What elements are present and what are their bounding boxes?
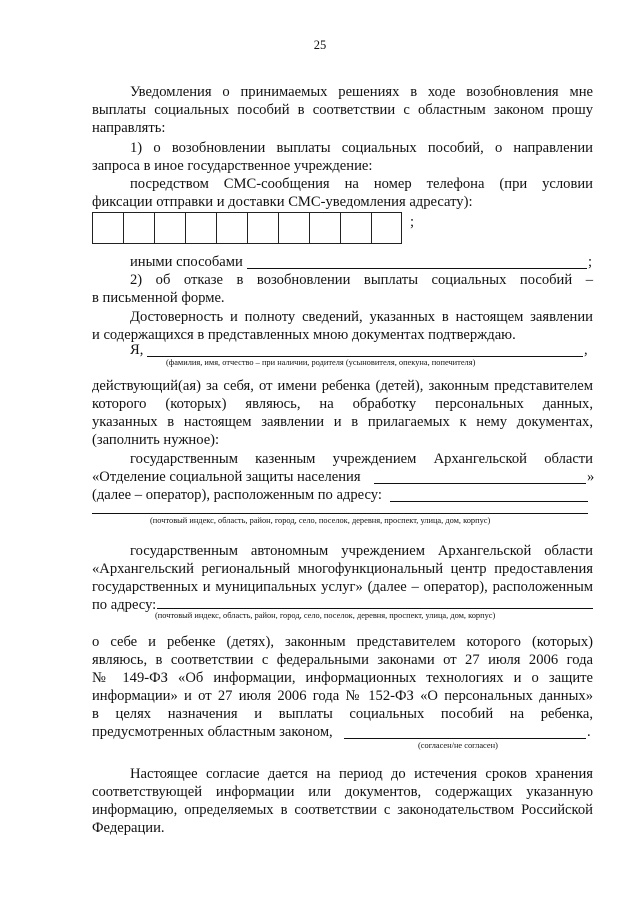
paragraph-line: которого (которых) являюсь, на обработку персональных данных, (92, 396, 593, 412)
paragraph-line: и содержащихся в представленных мною документах подтверждаю. (92, 327, 516, 343)
paragraph-line: действующий(ая) за себя, от имени ребенка (детей), законным представителем (92, 378, 593, 394)
phone-digit-cell[interactable] (216, 212, 247, 244)
paragraph-line: Достоверность и полноту сведений, указанных в настоящем заявлении (130, 309, 593, 325)
address1-hint: (почтовый индекс, область, район, город, село, поселок, деревня, проспект, улица, дом, корпус) (150, 516, 491, 525)
paragraph-line: государственных и муниципальных услуг» (далее – оператор), расположенным (92, 579, 593, 595)
phone-digit-cell[interactable] (185, 212, 216, 244)
address2-hint: (почтовый индекс, область, район, город, село, поселок, деревня, проспект, улица, дом, корпус) (155, 611, 496, 620)
paragraph-line: в целях назначения и выплаты социальных пособий на ребенка, (92, 706, 593, 722)
paragraph-line: Уведомления о принимаемых решениях в ходе возобновления мне (130, 84, 593, 100)
paragraph-line: информацию, определяемых в соответствии с законодательством Российской (92, 802, 593, 818)
paragraph-line: «Архангельский региональный многофункциональный центр предоставления (92, 561, 593, 577)
paragraph-line: государственным казенным учреждением Архангельской области (130, 451, 593, 467)
osszn-quote: » (587, 469, 595, 485)
paragraph-line: о себе и ребенке (детях), законным представителем которого (которых) (92, 634, 593, 650)
consent-hint: (согласен/не согласен) (418, 741, 498, 750)
paragraph-line: 1) о возобновлении выплаты социальных пособий, о направлении (130, 140, 593, 156)
phone-digit-cell[interactable] (123, 212, 154, 244)
other-methods-label: иными способами (130, 254, 243, 270)
phone-number-cells[interactable] (92, 212, 402, 244)
paragraph-line: Федерации. (92, 820, 165, 836)
phone-digit-cell[interactable] (92, 212, 123, 244)
phone-digit-cell[interactable] (247, 212, 278, 244)
other-methods-field[interactable] (247, 268, 587, 269)
paragraph-line: выплаты социальных пособий в соответствии с областным законом прошу (92, 102, 593, 118)
paragraph-line: направлять: (92, 120, 166, 136)
page-number: 25 (313, 38, 327, 52)
phone-digit-cell[interactable] (309, 212, 340, 244)
paragraph-line: запроса в иное государственное учреждение: (92, 158, 373, 174)
regional-law-label: предусмотренных областным законом, (92, 724, 333, 740)
phone-digit-cell[interactable] (340, 212, 371, 244)
paragraph-line: Настоящее согласие дается на период до истечения сроков хранения (130, 766, 593, 782)
paragraph-line: № 149-ФЗ «Об информации, информационных технологиях и о защите (92, 670, 593, 686)
fio-comma: , (584, 342, 588, 358)
i-label: Я, (130, 342, 144, 358)
paragraph-line: (заполнить нужное): (92, 432, 220, 448)
fio-field[interactable] (147, 356, 583, 357)
paragraph-line: посредством СМС-сообщения на номер телефона (при условии (130, 176, 593, 192)
paragraph-line: в письменной форме. (92, 290, 225, 306)
phone-digit-cell[interactable] (371, 212, 402, 244)
address2-field[interactable] (157, 608, 593, 609)
paragraph-line: соответствующей информации или документов, содержащих указанную (92, 784, 593, 800)
paragraph-line: государственным автономным учреждением Архангельской области (130, 543, 593, 559)
address1-field-a[interactable] (390, 501, 588, 502)
other-methods-semicolon: ; (588, 254, 593, 270)
operator-address-label: (далее – оператор), расположенным по адресу: (92, 487, 382, 503)
phone-digit-cell[interactable] (278, 212, 309, 244)
paragraph-line: информации» и от 27 июля 2006 года № 152-ФЗ «О персональных данных» (92, 688, 593, 704)
consent-period: . (587, 724, 591, 740)
mfc-address-label: по адресу: (92, 597, 157, 613)
paragraph-line: указанных в настоящем заявлении и в прилагаемых к нему документах, (92, 414, 593, 430)
address1-field-b[interactable] (92, 513, 588, 514)
paragraph-line: являюсь, в соответствии с федеральными законами от 27 июля 2006 года (92, 652, 593, 668)
osszn-field[interactable] (374, 483, 586, 484)
paragraph-line: 2) об отказе в возобновлении выплаты социальных пособий – (130, 272, 593, 288)
consent-field[interactable] (344, 738, 586, 739)
osszn-label: «Отделение социальной защиты населения (92, 469, 361, 485)
phone-semicolon: ; (410, 214, 415, 230)
paragraph-line: фиксации отправки и доставки СМС-уведомления адресату): (92, 194, 473, 210)
phone-digit-cell[interactable] (154, 212, 185, 244)
fio-hint: (фамилия, имя, отчество – при наличии, родителя (усыновителя, опекуна, попечителя) (166, 358, 476, 367)
